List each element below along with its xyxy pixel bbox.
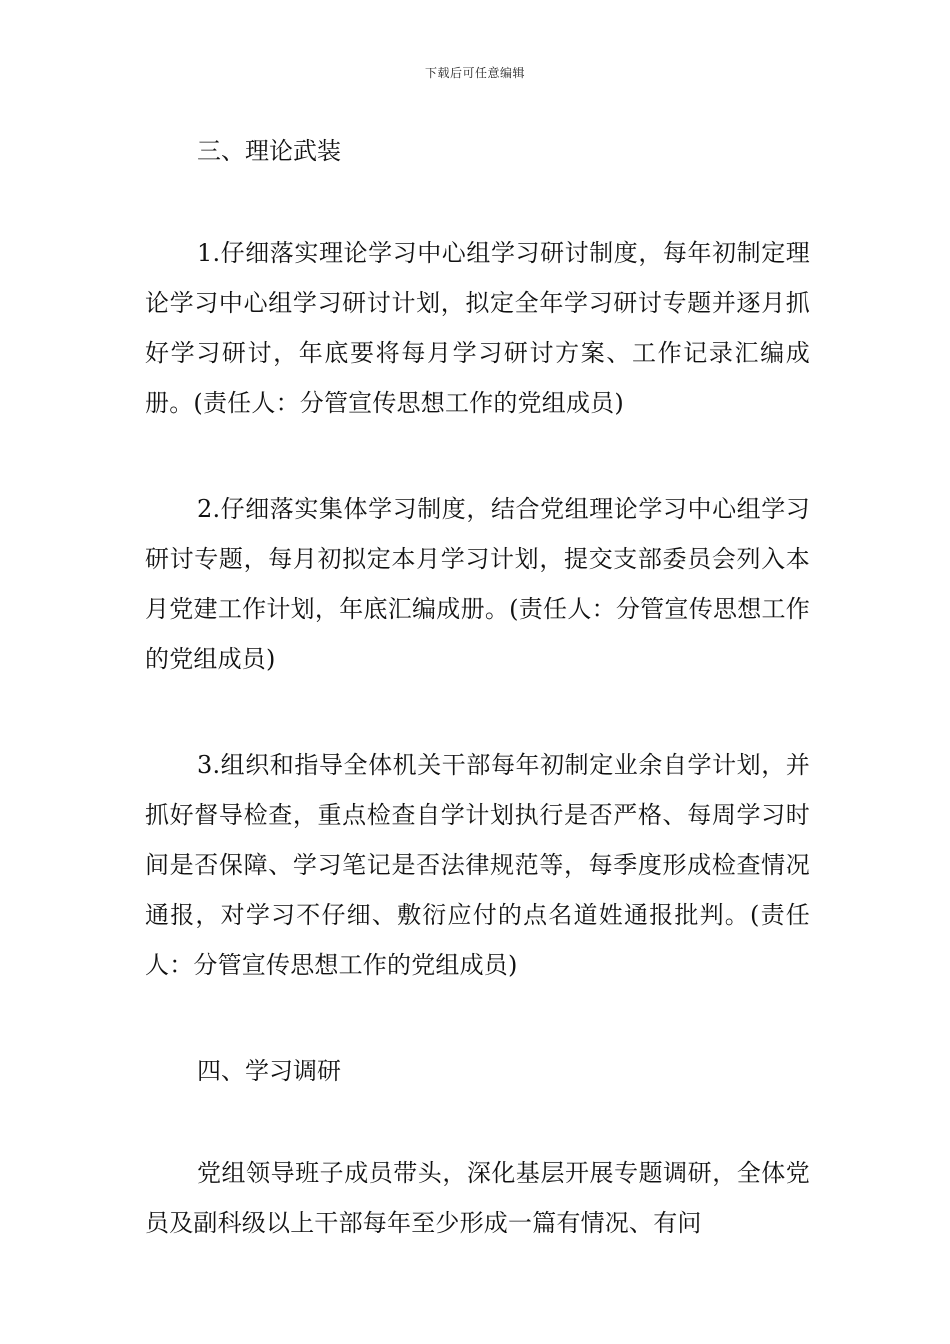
header-note: 下载后可任意编辑	[424, 66, 525, 80]
paragraph-item-3: 3.组织和指导全体机关干部每年初制定业余自学计划，并抓好督导检查，重点检查自学计划执行是否严格、每周学习时间是否保障、学习笔记是否法律规范等，每季度形成检查情况通报，对学习不仔细、敷衍应付的点名道姓通报批判。(责任人：分管宣传思想工作的党组成员)	[145, 751, 810, 979]
section-heading-4: 四、学习调研	[197, 1057, 341, 1085]
paragraph-section-4: 党组领导班子成员带头，深化基层开展专题调研，全体党员及副科级以上干部每年至少形成一篇有情况、有问	[145, 1159, 810, 1237]
document-body	[145, 126, 810, 1248]
paragraph-item-1: 1.仔细落实理论学习中心组学习研讨制度，每年初制定理论学习中心组学习研讨计划，拟定全年学习研讨专题并逐月抓好学习研讨，年底要将每月学习研讨方案、工作记录汇编成册。(责任人：分管宣传思想工作的党组成员)	[145, 239, 810, 417]
section-heading-3: 三、理论武装	[197, 137, 341, 165]
paragraph-item-2: 2.仔细落实集体学习制度，结合党组理论学习中心组学习研讨专题，每月初拟定本月学习计划，提交支部委员会列入本月党建工作计划，年底汇编成册。(责任人：分管宣传思想工作的党组成员)	[145, 495, 810, 673]
